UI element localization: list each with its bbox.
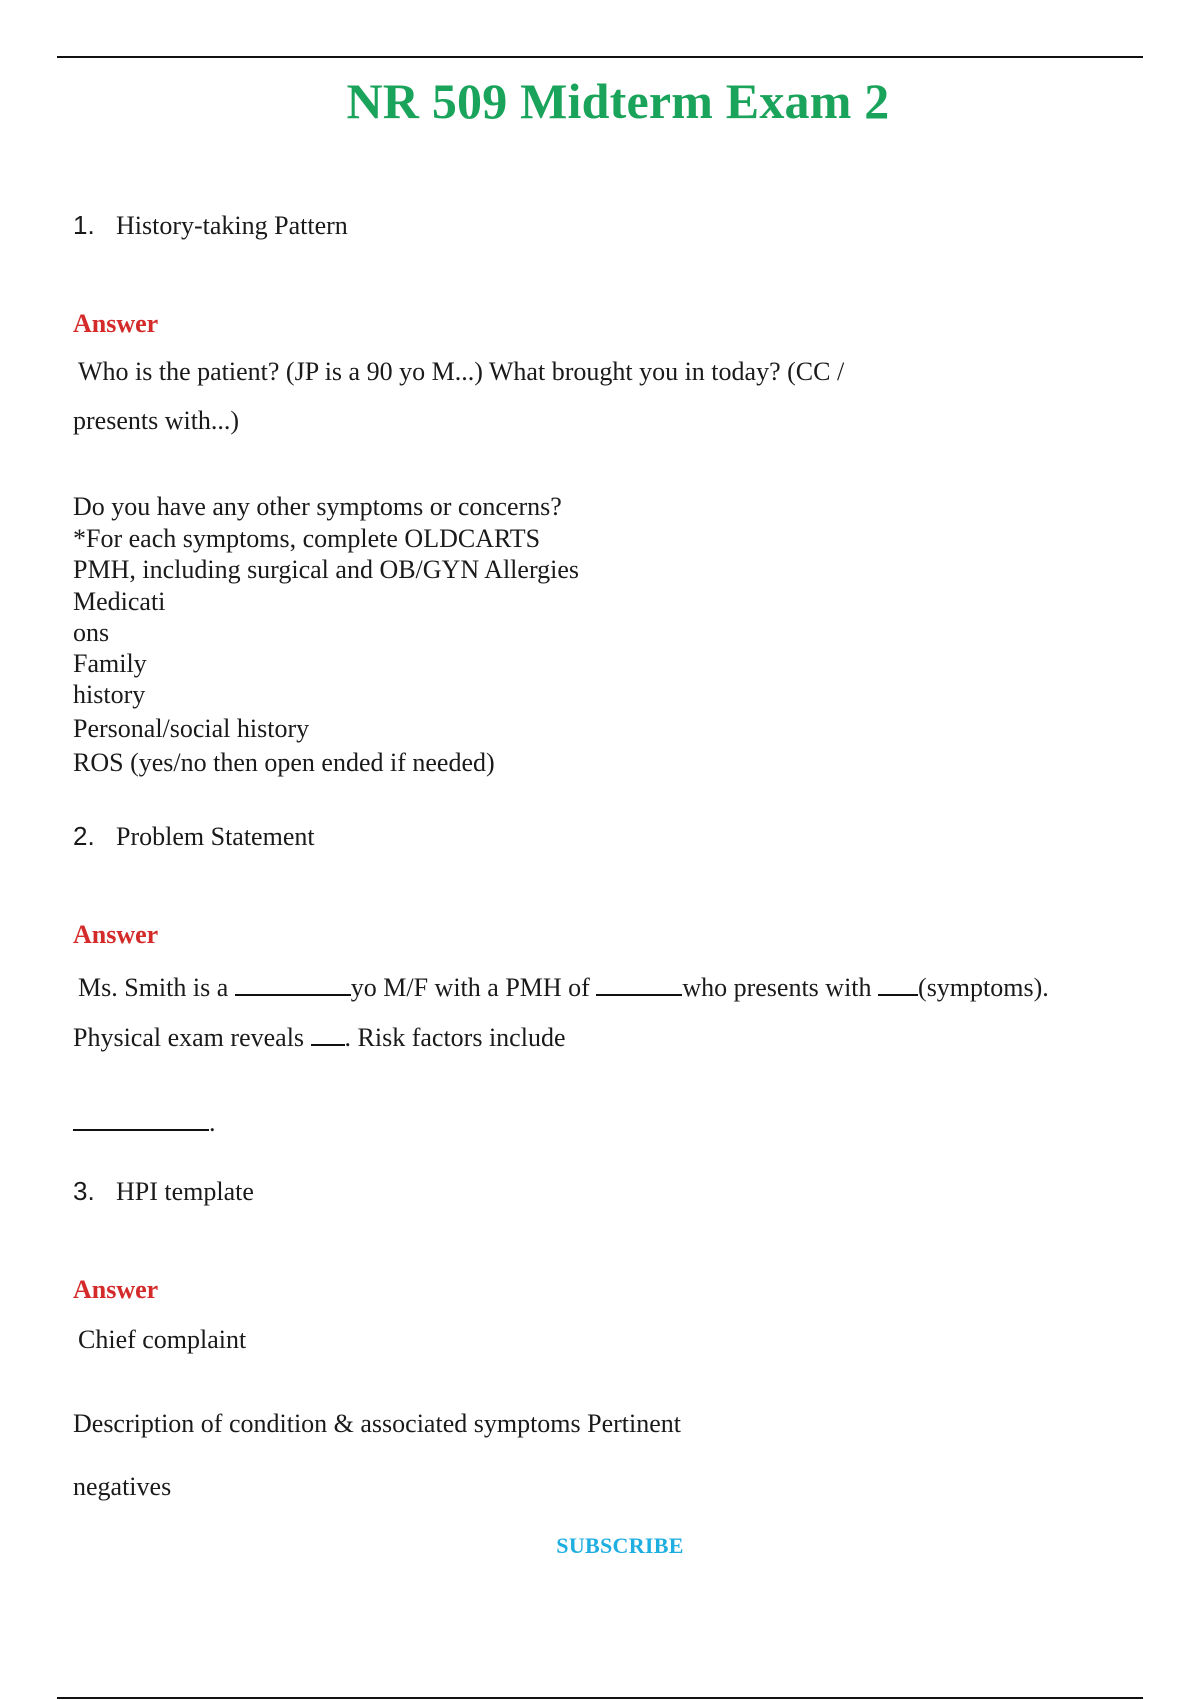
- question-number: 3.: [73, 1176, 95, 1206]
- answer-text: Physical exam reveals: [73, 1023, 311, 1052]
- answer-1-line-4: *For each symptoms, complete OLDCARTS: [73, 524, 541, 553]
- answer-2-line-3: [73, 1105, 216, 1138]
- answer-label-1: Answer: [73, 309, 159, 338]
- answer-1-line-5: PMH, including surgical and OB/GYN Allergies: [73, 555, 580, 584]
- answer-2-line-1: [78, 970, 1049, 1003]
- answer-label-2: Answer: [73, 920, 159, 949]
- answer-text: Ms. Smith is a: [78, 973, 235, 1002]
- answer-text: . Risk factors include: [344, 1023, 566, 1052]
- answer-1-line-11: ROS (yes/no then open ended if needed): [73, 748, 495, 777]
- answer-1-line-2: presents with...): [73, 406, 240, 435]
- question-2: [73, 821, 315, 852]
- answer-text: yo M/F with a PMH of: [350, 973, 597, 1002]
- answer-1-line-10: Personal/social history: [73, 714, 310, 743]
- answer-label-3: Answer: [73, 1275, 159, 1304]
- answer-text: who presents with: [682, 973, 879, 1002]
- answer-1-line-3: Do you have any other symptoms or concerns?: [73, 492, 562, 521]
- answer-1-line-6: Medicati: [73, 587, 166, 616]
- question-3: [73, 1176, 254, 1207]
- answer-3-line-1: Chief complaint: [78, 1325, 247, 1354]
- question-number: 2.: [73, 821, 95, 851]
- question-prompt: History-taking Pattern: [116, 211, 348, 240]
- answer-1-line-7: ons: [73, 618, 110, 647]
- fill-blank-symptoms: [878, 970, 918, 996]
- bottom-rule: [57, 1697, 1143, 1699]
- question-1: [73, 210, 348, 241]
- answer-text: (symptoms).: [918, 973, 1049, 1002]
- subscribe-link[interactable]: SUBSCRIBE: [556, 1533, 684, 1558]
- answer-2-line-2: [73, 1020, 565, 1053]
- document-title: NR 509 Midterm Exam 2: [346, 73, 890, 129]
- answer-3-line-3: negatives: [73, 1472, 172, 1501]
- question-number: 1.: [73, 210, 95, 240]
- top-rule: [57, 56, 1143, 58]
- answer-3-line-2: Description of condition & associated symptoms Pertinent: [73, 1409, 682, 1438]
- answer-1-line-9: history: [73, 680, 146, 709]
- answer-text: .: [209, 1108, 216, 1137]
- fill-blank-exam: [311, 1020, 345, 1046]
- fill-blank-pmh: [596, 970, 682, 996]
- answer-1-line-8: Family: [73, 649, 147, 678]
- question-prompt: Problem Statement: [116, 822, 315, 851]
- fill-blank-age: [235, 970, 351, 996]
- fill-blank-risk-factors: [73, 1105, 209, 1131]
- answer-1-line-1: Who is the patient? (JP is a 90 yo M...) What brought you in today? (CC /: [78, 357, 845, 386]
- question-prompt: HPI template: [116, 1177, 254, 1206]
